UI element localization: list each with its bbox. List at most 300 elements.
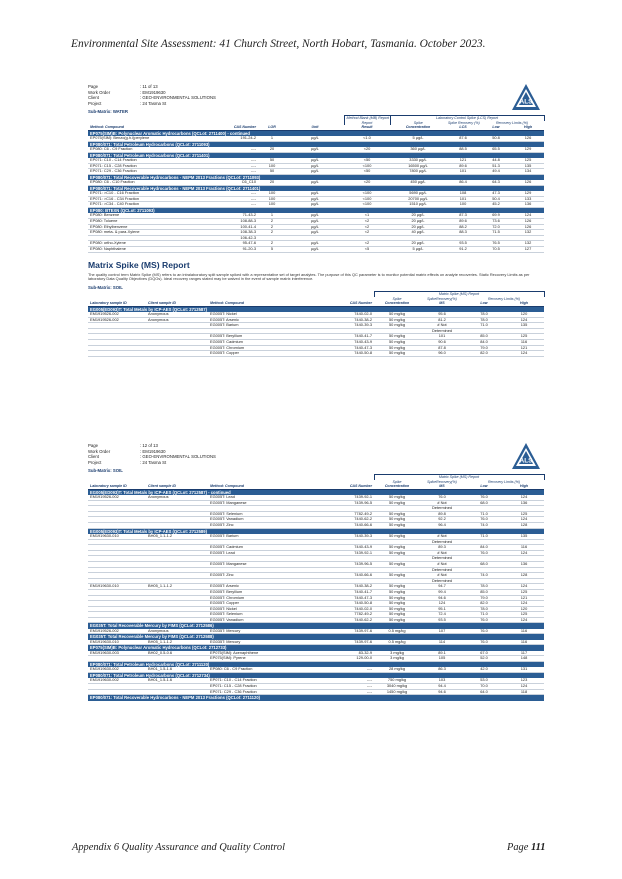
table-cell: 7440-43-9	[318, 339, 374, 345]
table-cell: 116	[504, 640, 544, 645]
table-cell: EG005T: Chromium	[208, 595, 318, 601]
table-cell: ----	[318, 684, 374, 690]
table-cell: # Not	[420, 561, 464, 567]
qc-group-title: EP080: BTEXN (QCLot: 2711093)	[88, 207, 544, 213]
table-cell: EM1919526-002	[88, 312, 146, 317]
table-cell: EG005T: Vanadium	[208, 617, 318, 623]
table-cell: 71-43-2	[206, 213, 258, 218]
table-cell: ----	[206, 147, 258, 152]
table-cell: 2	[258, 218, 286, 224]
table-cell: EP071: C15 - C28 Fraction	[88, 163, 206, 169]
lcs-report-header: Laboratory Control Spike (LCS) Report	[390, 116, 544, 121]
table-cell: 76.0	[464, 495, 504, 500]
table-cell: 40 µg/L	[390, 230, 446, 236]
table-cell: 100-41-4	[206, 224, 258, 230]
table-cell: 50.8	[480, 136, 512, 141]
table-cell: ----	[206, 191, 258, 196]
table-cell: 50 mg/kg	[374, 545, 420, 551]
table-cell: 20 µg/L	[390, 224, 446, 230]
column-header: CAS Number	[206, 125, 258, 130]
table-cell: 7439-92-1	[318, 550, 374, 556]
table-cell: <2	[344, 241, 390, 247]
table-cell: 124	[504, 601, 544, 607]
table-cell: 88.3	[446, 230, 480, 236]
table-cell: 76.0	[464, 640, 504, 645]
table-cell: 20	[258, 180, 286, 185]
table-cell: 132	[512, 230, 544, 236]
table-cell: 88.2	[446, 224, 480, 230]
report-header-title: Environmental Site Assessment: 41 Church Street, North Hobart, Tasmania. October 2023.	[71, 38, 486, 50]
table-cell: EP071: C29 - C36 Fraction	[208, 689, 318, 695]
table-cell: EG005T: Selenium	[208, 511, 318, 517]
table-cell: 49.4	[480, 169, 512, 175]
table-cell: EG005T: Zinc	[208, 573, 318, 579]
spike-subheader: Spike	[392, 479, 402, 484]
table-cell: 82.0	[464, 351, 504, 357]
table-cell: 71.0	[464, 323, 504, 329]
table-cell: ----	[206, 163, 258, 169]
ms-report-header: Matrix Spike (MS) Report	[374, 475, 544, 480]
table-cell: 7440-38-2	[318, 317, 374, 323]
table-cell: # Not	[420, 534, 464, 539]
als-logo-text: ALS	[519, 98, 533, 106]
table-cell: 87.6	[446, 136, 480, 141]
table-cell: 71.0	[464, 534, 504, 539]
table-cell: 129	[512, 191, 544, 196]
column-header: Method: Compound	[88, 125, 206, 130]
table-cell: EG005T: Barium	[208, 323, 318, 329]
table-cell: 79.0	[464, 595, 504, 601]
table-cell: µg/L	[286, 202, 344, 208]
table-cell: EP075(SIM): Pyrene	[208, 656, 318, 662]
table-cell: µg/L	[286, 136, 344, 141]
table-cell: EP080: Ethylbenzene	[88, 224, 206, 230]
table-cell: EG035T: Mercury	[208, 629, 318, 634]
qc-group-title: EP080/071: Total Recoverable Hydrocarbons - NEPM 2013 Fractions (QCLot: 2711093)	[88, 174, 544, 180]
table-cell: 86.3	[420, 667, 464, 672]
table-cell: 65.5	[480, 147, 512, 152]
table-cell: 105	[420, 656, 464, 662]
table-cell: <100	[344, 196, 390, 202]
table-cell: EG005T: Beryllium	[208, 589, 318, 595]
table-cell: # Not	[420, 573, 464, 579]
table-cell: 82.0	[464, 601, 504, 607]
table-cell: 100	[258, 196, 286, 202]
meta-key: Page	[88, 443, 99, 448]
table-cell: 20 µg/L	[390, 218, 446, 224]
footer-page-label: Page	[507, 842, 529, 853]
ms-report-header: Matrix Spike (MS) Report	[374, 292, 544, 297]
table-cell: 107	[420, 629, 464, 634]
table-cell: EG005T: Barium	[208, 534, 318, 539]
table-cell: # Not	[420, 500, 464, 506]
table-cell: 50 mg/kg	[374, 522, 420, 528]
table-cell: 125	[504, 612, 544, 618]
column-header: MS	[420, 484, 464, 489]
als-logo-text: ALS	[519, 457, 533, 465]
table-cell: 68.0	[464, 500, 504, 506]
table-cell: 3 mg/kg	[374, 651, 420, 656]
column-header: Laboratory sample ID	[88, 484, 146, 489]
table-cell: 191-24-2	[206, 136, 258, 141]
table-cell: 84.0	[464, 339, 504, 345]
table-cell: BH05_1.1-1.2	[146, 584, 208, 590]
table-cell: 116	[504, 545, 544, 551]
table-cell: µg/L	[286, 230, 344, 236]
table-cell: 94.6	[420, 689, 464, 695]
table-cell: 84.0	[464, 545, 504, 551]
table-cell: C6_C10	[206, 180, 258, 185]
table-cell: 125	[512, 158, 544, 163]
table-cell: 1	[258, 213, 286, 218]
table-cell: 106-42-3	[206, 235, 258, 241]
table-cell: µg/L	[286, 196, 344, 202]
table-cell: Anonymous	[146, 312, 208, 317]
table-cell: 89.3	[420, 545, 464, 551]
table-cell: 126	[512, 136, 544, 141]
table-cell: 108-88-3	[206, 218, 258, 224]
table-cell: 1450 mg/kg	[374, 689, 420, 695]
table-cell: 89.1	[420, 651, 464, 656]
table-cell: 71.0	[464, 511, 504, 517]
table-cell: µg/L	[286, 169, 344, 175]
column-header: MS	[420, 301, 464, 306]
table-cell: 1510 µg/L	[390, 202, 446, 208]
table-cell: Determined	[420, 556, 464, 562]
ms-report-description: The quality control term Matrix Spike (MS) refers to an intralaboratory split sample spiked with a representative set of target analytes. The purpose of this QC parameter is to monitor potential matrix effects on analyte recoveries. Static Recovery Limits as per laboratory Data Quality Objectives (DQOs). Ideal recovery ranges stated may be waived in the event of sample matrix interference.	[88, 271, 530, 282]
ms-table-page12	[88, 474, 545, 700]
qc-group-title: EG005(ED093)T: Total Metals by ICP-AES (QCLot: 2712587) - continued	[88, 489, 544, 495]
table-cell: 50 mg/kg	[374, 573, 420, 579]
table-cell: 133	[512, 196, 544, 202]
qc-group-title: EP075(SIM)B: Polynuclear Aromatic Hydrocarbons (QCLot: 2711400) - continued	[88, 130, 544, 136]
table-cell: 76.0	[420, 495, 464, 500]
table-cell: EP071: C10 - C14 Fraction	[208, 678, 318, 683]
table-cell: µg/L	[286, 246, 344, 252]
table-cell: BH01_1.5-1.6	[146, 667, 208, 672]
report-page-12	[88, 443, 544, 701]
table-cell	[88, 351, 146, 357]
table-cell: 3040 mg/kg	[374, 684, 420, 690]
als-logo-icon	[510, 83, 542, 115]
column-header: Client sample ID	[146, 301, 208, 306]
submatrix-soil-label: Sub-Matrix: SOIL	[88, 468, 123, 474]
table-cell: 103	[420, 678, 464, 683]
table-cell: EG005T: Copper	[208, 351, 318, 357]
column-header: Laboratory sample ID	[88, 301, 146, 306]
table-cell: 5 µg/L	[390, 136, 446, 141]
table-cell: 74.0	[464, 522, 504, 528]
table-cell: <100	[344, 163, 390, 169]
table-cell: 50 mg/kg	[374, 612, 420, 618]
table-cell: 95.6	[420, 312, 464, 317]
table-cell: Determined	[420, 567, 464, 573]
table-cell: 45.2	[480, 202, 512, 208]
table-cell: EP071: >C10 - C16 Fraction	[88, 191, 206, 196]
column-header: CAS Number	[318, 484, 374, 489]
table-cell: <5	[344, 246, 390, 252]
qc-group-title: EP080/071: Total Petroleum Hydrocarbons (QCLot: 2711401)	[88, 152, 544, 158]
table-cell: 124	[504, 684, 544, 690]
table-cell: <1.0	[344, 136, 390, 141]
table-cell: 135	[504, 323, 544, 329]
recovery-limits-subheader: Recovery Limits (%)	[487, 296, 521, 301]
table-cell: 85.0	[464, 589, 504, 595]
table-cell: 7440-02-0	[318, 312, 374, 317]
table-cell: 121	[504, 345, 544, 351]
table-cell: 50 mg/kg	[374, 339, 420, 345]
table-cell: 7440-39-3	[318, 323, 374, 329]
qc-group-title: EG035T: Total Recoverable Mercury by FIMS (QCLot: 2712586)	[88, 623, 544, 629]
table-cell: 67.0	[464, 651, 504, 656]
table-cell: EP080: ortho-Xylene	[88, 241, 206, 247]
table-cell: EP080: Naphthalene	[88, 246, 206, 252]
table-cell: 126	[512, 224, 544, 230]
table-cell: 120	[504, 312, 544, 317]
table-cell: EG005T: Cadmium	[208, 545, 318, 551]
footer-appendix-label: Appendix 6 Quality Assurance and Quality Control	[72, 842, 285, 853]
table-cell: EG035T: Mercury	[208, 640, 318, 645]
table-cell: Anonymous	[146, 629, 208, 634]
table-cell: EP071: C29 - C36 Fraction	[88, 169, 206, 175]
column-header: High	[512, 125, 544, 130]
table-cell: 7440-41-7	[318, 589, 374, 595]
table-cell: 64.3	[480, 180, 512, 185]
table-cell: 50 mg/kg	[374, 317, 420, 323]
column-header: Concentration	[374, 484, 420, 489]
table-cell: 124	[504, 317, 544, 323]
column-header: Client sample ID	[146, 484, 208, 489]
table-cell: µg/L	[286, 191, 344, 196]
table-cell: 129-00-0	[318, 656, 374, 662]
spike-recovery-subheader: SpikeRecovery(%)	[427, 479, 457, 484]
table-cell: 7440-43-9	[318, 545, 374, 551]
table-cell: 89.8	[420, 511, 464, 517]
table-cell: EM1919526-002	[88, 495, 146, 500]
ms-report-title: Matrix Spike (MS) Report	[88, 259, 190, 270]
table-cell: 7440-50-8	[318, 601, 374, 607]
table-cell: 7440-39-3	[318, 534, 374, 539]
table-cell: 7440-66-6	[318, 522, 374, 528]
table-cell: µg/L	[286, 163, 344, 169]
table-cell: µg/L	[286, 147, 344, 152]
table-row	[88, 246, 544, 252]
table-cell: EP071: >C34 - C40 Fraction	[88, 202, 206, 208]
table-cell: 2	[258, 224, 286, 230]
table-cell: EP071: C15 - C28 Fraction	[208, 684, 318, 690]
table-cell: EM1919526-002	[88, 317, 146, 323]
meta-value: : 12 of 13	[140, 443, 158, 448]
table-cell: 7440-47-3	[318, 595, 374, 601]
table-cell: 0.5 mg/kg	[374, 640, 420, 645]
table-cell: 7782-49-2	[318, 511, 374, 517]
table-cell: 70.0	[464, 684, 504, 690]
meta-value: : GEO-ENVIRONMENTAL SOLUTIONS	[140, 454, 216, 460]
table-cell: µg/L	[286, 224, 344, 230]
table-cell: 71.0	[464, 612, 504, 618]
meta-key: Work Order	[88, 448, 111, 454]
table-cell: 136	[504, 500, 544, 506]
recovery-limits-subheader: Recovery Limits (%)	[487, 479, 521, 484]
table-cell: 121	[446, 158, 480, 163]
table-cell: EM1919630-010	[88, 640, 146, 645]
submatrix-soil-label: Sub-Matrix: SOIL	[88, 285, 123, 291]
qc-group-header	[88, 695, 544, 701]
table-cell: 50 mg/kg	[374, 500, 420, 506]
table-cell: 28 mg/kg	[374, 667, 420, 672]
meta-value: : GEO-ENVIRONMENTAL SOLUTIONS	[140, 95, 216, 101]
table-cell: BH05_1.1-1.2	[146, 534, 208, 539]
table-cell: 50 mg/kg	[374, 606, 420, 612]
table-cell: 50 mg/kg	[374, 334, 420, 340]
column-header: Result	[344, 125, 390, 130]
qc-group-title: EG035T: Total Recoverable Mercury by FIMS (QCLot: 2712588)	[88, 634, 544, 640]
table-cell: 93.5	[446, 241, 480, 247]
column-header: Concentration	[390, 125, 446, 130]
table-cell: 53.0	[464, 678, 504, 683]
table-cell: EG005T: Nickel	[208, 606, 318, 612]
table-cell: BH01_1.5-1.6	[146, 678, 208, 683]
table-cell: 101	[420, 334, 464, 340]
table-cell: 101	[446, 169, 480, 175]
table-cell: EG005T: Zinc	[208, 522, 318, 528]
table-cell: 108	[446, 191, 480, 196]
table-cell: 68.0	[464, 561, 504, 567]
lcs-table	[88, 115, 545, 252]
table-cell: 87.3	[446, 213, 480, 218]
table-cell: EP075(SIM): Acenaphthene	[208, 651, 318, 656]
table-cell: 124	[512, 213, 544, 218]
table-cell: 20 µg/L	[390, 241, 446, 247]
table-cell: 95-47-6	[206, 241, 258, 247]
table-cell: 7439-97-6	[318, 640, 374, 645]
table-cell: 78.0	[464, 317, 504, 323]
table-cell: <2	[344, 218, 390, 224]
table-cell: 91.2	[446, 246, 480, 252]
table-cell: 7439-96-5	[318, 500, 374, 506]
table-cell: 70.5	[480, 246, 512, 252]
table-cell	[146, 351, 208, 357]
table-cell: 135	[504, 534, 544, 539]
qc-group-title: EP080/071: Total Petroleum Hydrocarbons (QCLot: 2712734)	[88, 673, 544, 679]
column-header: Unit	[286, 125, 344, 130]
table-cell: 100	[258, 163, 286, 169]
mb-report-subheader: Report	[344, 121, 390, 125]
table-cell: ----	[206, 202, 258, 208]
qc-group-title: EG005(ED093)T: Total Metals by ICP-AES (QCLot: 2712589)	[88, 528, 544, 534]
table-cell: µg/L	[286, 180, 344, 185]
table-cell: 750 mg/kg	[374, 678, 420, 683]
table-row	[88, 351, 544, 357]
table-cell: 3 mg/kg	[374, 656, 420, 662]
table-cell: EM1919630-002	[88, 678, 146, 683]
table-cell: 50.4	[480, 196, 512, 202]
table-cell: 3330 µg/L	[390, 158, 446, 163]
table-cell: <2	[344, 230, 390, 236]
table-cell: 44.8	[480, 158, 512, 163]
table-cell: 50 mg/kg	[374, 617, 420, 623]
table-cell: 90.6	[420, 339, 464, 345]
column-header: High	[504, 484, 544, 489]
column-header: CAS Number	[318, 301, 374, 306]
table-cell: ----	[318, 689, 374, 695]
table-cell: 50	[258, 158, 286, 163]
table-cell: 64.0	[464, 689, 504, 695]
qc-group-title: EP080/071: Total Petroleum Hydrocarbons (QCLot: 2711120)	[88, 662, 544, 668]
table-cell: EP071: C10 - C14 Fraction	[88, 158, 206, 163]
table-cell: <100	[344, 191, 390, 196]
qc-group-title: EP080/071: Total Recoverable Hydrocarbons - NEPM 2013 Fractions (QCLot: 2711401)	[88, 185, 544, 191]
table-cell: 124	[504, 495, 544, 500]
table-cell: 7782-49-2	[318, 612, 374, 618]
table-cell: 50 mg/kg	[374, 323, 420, 329]
page-meta	[88, 84, 544, 106]
table-cell: 108-38-3	[206, 230, 258, 236]
table-cell: EM1919526-002	[88, 629, 146, 634]
table-cell: 114	[420, 640, 464, 645]
table-cell: 76.0	[464, 617, 504, 623]
table-cell: 5690 µg/L	[390, 191, 446, 196]
table-cell: EG005T: Lead	[208, 495, 318, 500]
table-cell: EP080: C6 - C10 Fraction	[88, 180, 206, 185]
table-cell: 123	[504, 678, 544, 683]
table-cell: 126	[512, 180, 544, 185]
table-cell: EG005T: Nickel	[208, 312, 318, 317]
table-cell: 89.6	[446, 163, 480, 169]
table-cell: <50	[344, 158, 390, 163]
als-logo-icon	[510, 442, 542, 474]
meta-value: : EM1919630	[140, 89, 166, 95]
table-cell: 7800 µg/L	[390, 169, 446, 175]
meta-value: : 24 Tasma St	[140, 459, 167, 465]
table-cell: 72.4	[420, 612, 464, 618]
table-cell: 50 mg/kg	[374, 561, 420, 567]
table-cell: ----	[318, 678, 374, 683]
table-cell: 128	[504, 522, 544, 528]
table-cell: 50 mg/kg	[374, 345, 420, 351]
table-cell: 73.6	[480, 218, 512, 224]
column-header: Method: Compound	[208, 301, 318, 306]
table-cell: 124	[504, 617, 544, 623]
table-cell: 50 mg/kg	[374, 534, 420, 539]
table-cell: 7440-50-8	[318, 351, 374, 357]
footer-page-value: 111	[530, 842, 546, 853]
table-cell: 51.3	[480, 163, 512, 169]
table-cell: <20	[344, 147, 390, 152]
ms-table-page11	[88, 291, 545, 356]
table-cell: 124	[504, 351, 544, 357]
table-cell: 1	[258, 136, 286, 141]
table-cell: 116	[504, 339, 544, 345]
table-cell: 100	[446, 202, 480, 208]
table-cell: 7440-38-2	[318, 584, 374, 590]
table-cell: # Not	[420, 323, 464, 329]
table-cell: EG005T: Arsenic	[208, 317, 318, 323]
table-cell: 100	[258, 191, 286, 196]
table-cell: 101	[446, 196, 480, 202]
table-cell: 7439-96-5	[318, 561, 374, 567]
table-cell: 50 mg/kg	[374, 595, 420, 601]
table-cell: 7439-97-6	[318, 629, 374, 634]
table-cell: 124	[504, 550, 544, 556]
column-header: LOR	[258, 125, 286, 130]
qc-group-title: EP080/071: Total Petroleum Hydrocarbons (QCLot: 2711093)	[88, 141, 544, 147]
table-cell: 7440-62-2	[318, 617, 374, 623]
table-cell: EM1919630-010	[88, 534, 146, 539]
table-cell: 50 mg/kg	[374, 312, 420, 317]
table-cell: 135	[512, 163, 544, 169]
table-cell: 42.0	[464, 667, 504, 672]
